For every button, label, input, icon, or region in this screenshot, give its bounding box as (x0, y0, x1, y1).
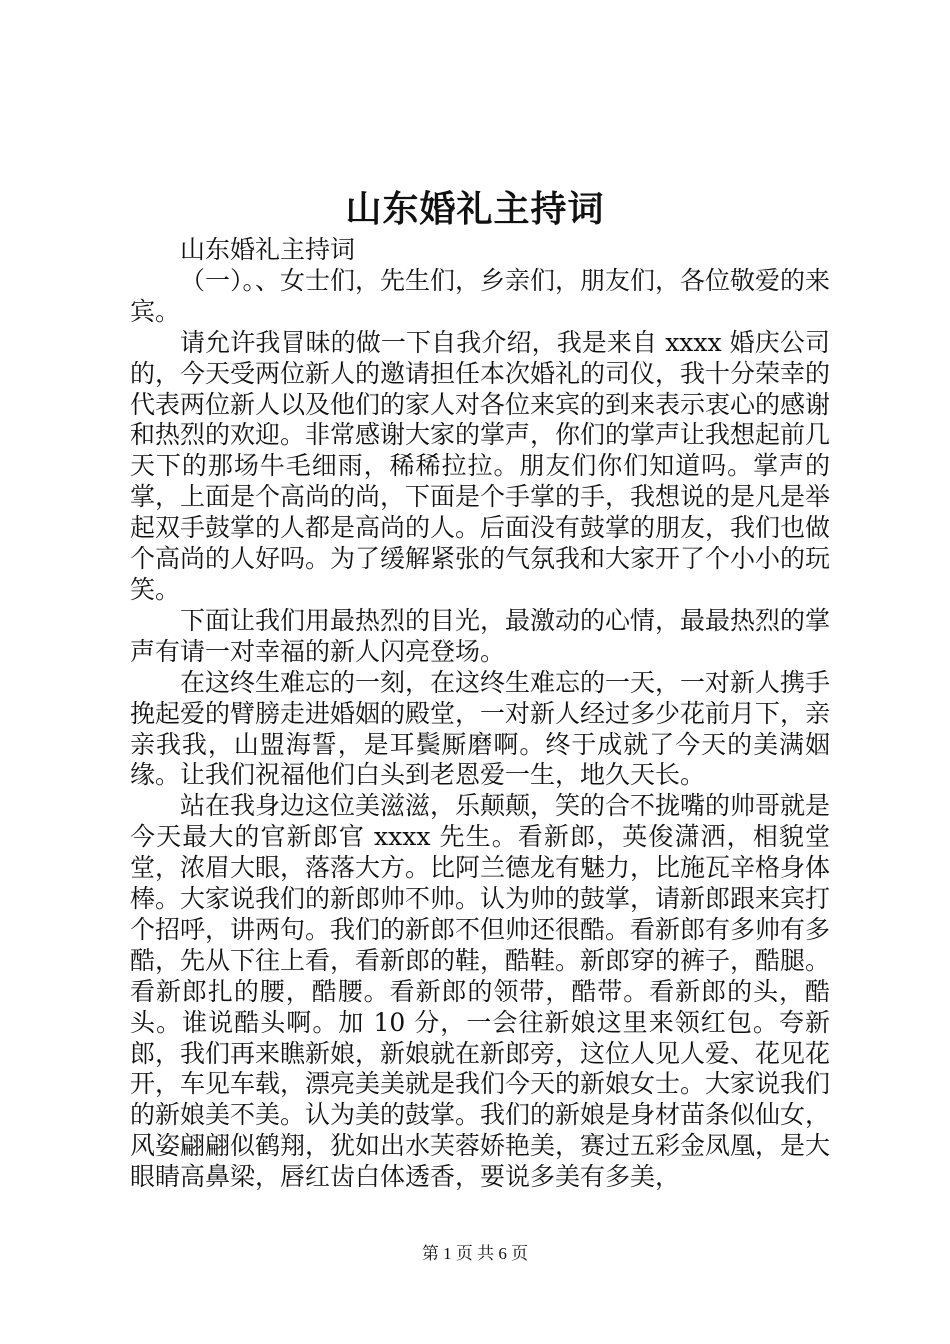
document-body (130, 235, 830, 1193)
page-number-footer: 第 1 页 共 6 页 (421, 1244, 529, 1263)
groom-bride-paragraph: 站在我身边这位美滋滋，乐颠颠，笑的合不拢嘴的帅哥就是今天最大的官新郎官 xxxx 先生。看新郎，英俊潇洒，相貌堂堂，浓眉大眼，落落大方。比阿兰德龙有魅力，比施瓦辛格身体棒。大家说我们的新郎帅不帅。认为帅的鼓掌，请新郎跟来宾打个招呼，讲两句。我们的新郎不但帅还很酷。看新郎有多帅有多酷，先从下往上看，看新郎的鞋，酷鞋。新郎穿的裤子，酷腿。看新郎扎的腰，酷腰。看新郎的领带，酷带。看新郎的头，酷头。谁说酷头啊。加 10 分，一会往新娘这里来领红包。夸新郎，我们再来瞧新娘，新娘就在新郎旁，这位人见人爱、花见花开，车见车载，漂亮美美就是我们今天的新娘女士。大家说我们的新娘美不美。认为美的鼓掌。我们的新娘是身材苗条似仙女，风姿翩翩似鹤翔，犹如出水芙蓉娇艳美，赛过五彩金凤凰，是大眼睛高鼻梁，唇红齿白体透香，要说多美有多美， (130, 791, 831, 1192)
greeting-paragraph: （一）。、女士们，先生们，乡亲们，朋友们，各位敬爱的来宾。 (130, 265, 831, 326)
introduction-paragraph: 请允许我冒昧的做一下自我介绍，我是来自 xxxx 婚庆公司的，今天受两位新人的邀请担任本次婚礼的司仪，我十分荣幸的代表两位新人以及他们的家人对各位来宾的到来表示衷心的感谢和热烈的欢迎。非常感谢大家的掌声，你们的掌声让我想起前几天下的那场牛毛细雨，稀稀拉拉。朋友们你们知道吗。掌声的掌，上面是个高尚的尚，下面是个手掌的手，我想说的是凡是举起双手鼓掌的人都是高尚的人。后面没有鼓掌的朋友，我们也做个高尚的人好吗。为了缓解紧张的气氛我和大家开了个小小的玩笑。 (130, 327, 831, 604)
entrance-paragraph: 下面让我们用最热烈的目光，最激动的心情，最最热烈的掌声有请一对幸福的新人闪亮登场。 (130, 605, 831, 666)
blessing-paragraph: 在这终生难忘的一刻，在这终生难忘的一天，一对新人携手挽起爱的臂膀走进婚姻的殿堂，一对新人经过多少花前月下，亲亲我我，山盟海誓，是耳鬓厮磨啊。终于成就了今天的美满姻缘。让我们祝福他们白头到老恩爱一生，地久天长。 (130, 667, 831, 790)
document-title: 山东婚礼主持词 (345, 188, 605, 230)
subtitle-paragraph: 山东婚礼主持词 (180, 235, 356, 264)
